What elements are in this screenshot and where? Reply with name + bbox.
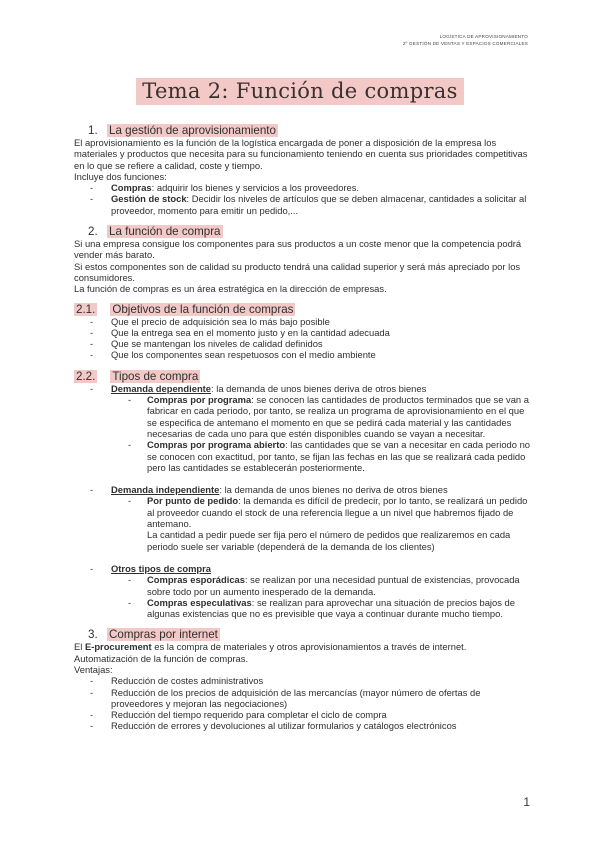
dash-marker: -	[90, 709, 94, 721]
item-text: Que el precio de adquisición sea lo más bajo posible	[111, 315, 330, 327]
header-course: 2º GESTIÓN DE VENTAS Y ESPACIOS COMERCIALES	[402, 41, 528, 46]
list-item	[74, 316, 534, 327]
item-text: Que los componentes sean respetuosos con el medio ambiente	[111, 349, 376, 361]
term: E-procurement	[84, 641, 152, 653]
list-item-demanda-independiente	[74, 484, 534, 495]
dash-marker: -	[128, 596, 132, 608]
list-item	[74, 349, 534, 360]
list-item	[74, 327, 534, 338]
term: Compras especulativas	[147, 596, 252, 608]
term: Por punto de pedido	[147, 495, 239, 507]
definition: : las cantidades que se van a necesitar en cada periodo no se conocen con exactitud, por tanto, se fijan las fechas en las que se realizará cada pedido pero las cantidades se establecerán posteriormente.	[147, 439, 531, 473]
dash-marker: -	[90, 382, 94, 394]
purchase-types-list	[74, 383, 534, 620]
page-number: 1	[523, 795, 530, 809]
section-title: Tipos de compra	[112, 369, 199, 383]
section-2-heading	[74, 225, 534, 238]
section-2-2-heading	[74, 370, 534, 383]
paragraph: Ventajas:	[74, 663, 113, 675]
term: Otros tipos de compra	[111, 562, 212, 574]
dash-marker: -	[90, 182, 94, 194]
dash-marker: -	[90, 562, 94, 574]
list-item	[74, 720, 534, 731]
section-2-1-heading	[74, 303, 534, 316]
title-wrap	[0, 78, 600, 105]
list-item	[74, 394, 534, 439]
list-item	[74, 193, 534, 216]
dash-marker: -	[90, 349, 94, 361]
item-text: Reducción de costes administrativos	[111, 675, 264, 687]
section-number: 1.	[88, 124, 98, 137]
section-3-heading	[74, 628, 534, 641]
term: Gestión de stock	[111, 193, 187, 205]
definition: : la demanda es difícil de predecir, por lo tanto, se realizará un pedido al proveedor cuando el stock de una referencia llegue a un nivel que habremos fijado de antemano.	[147, 495, 528, 530]
dash-marker: -	[128, 439, 132, 451]
page-title: Tema 2: Función de compras	[136, 78, 463, 105]
advantages-list	[74, 675, 534, 731]
term: Demanda dependiente	[111, 382, 212, 394]
item-text: Que se mantengan los niveles de calidad definidos	[111, 338, 323, 350]
section-title: La gestión de aprovisionamiento	[109, 124, 276, 137]
list-item-demanda-dependiente	[74, 383, 534, 394]
list-item	[74, 687, 534, 710]
dash-marker: -	[128, 394, 132, 406]
list-item	[74, 182, 534, 193]
objectives-list	[74, 316, 534, 361]
list-item-otros-tipos	[74, 563, 534, 574]
continuation-text: La cantidad a pedir puede ser fija pero el número de pedidos que realizaremos en cada periodo suele ser variable (dependerá de la demanda de los clientes)	[147, 529, 511, 552]
term: Compras por programa abierto	[147, 439, 286, 451]
dash-marker: -	[128, 574, 132, 586]
definition: : se realizan por una necesidad puntual de existencias, provocada sobre todo por un aumento inesperado de la demanda.	[147, 574, 520, 597]
list-item	[74, 338, 534, 349]
dash-marker: -	[90, 315, 94, 327]
term: Compras por programa	[147, 394, 252, 406]
dash-marker: -	[90, 338, 94, 350]
bullet-list	[74, 182, 534, 216]
list-item	[74, 709, 534, 720]
section-number: 3.	[88, 628, 98, 642]
definition: : la demanda de unos bienes no deriva de otros bienes	[219, 484, 448, 496]
dash-marker: -	[90, 720, 94, 732]
dash-marker: -	[90, 484, 94, 496]
term: Demanda independiente	[111, 484, 220, 496]
definition: : se conocen las cantidades de productos terminados que se van a fabricar en cada periodo, por tanto, se realiza un programa de aprovisionamiento en el que se especifica de antemano el momento en que se pedirá cada material y las cantidades necesarias de cada uno para que estén disponibles cuando se vayan a necesitar.	[147, 394, 529, 439]
list-item	[74, 574, 534, 597]
term: Compras esporádicas	[147, 574, 245, 586]
definition: : la demanda de unos bienes deriva de otros bienes	[211, 382, 427, 394]
section-number: 2.2.	[76, 369, 96, 383]
section-title: Compras por internet	[109, 628, 218, 642]
item-text: Reducción de errores y devoluciones al utilizar formularios y catálogos electrónicos	[111, 720, 457, 732]
paragraph: Si estos componentes son de calidad su producto tendrá una calidad superior y será más apreciado por los consumidores.	[74, 260, 521, 283]
item-text: Reducción de los precios de adquisición de las mercancías (mayor número de ofertas de proveedores y mejoran las negociaciones)	[111, 686, 481, 709]
document-body	[74, 124, 534, 732]
dash-marker: -	[90, 326, 94, 338]
list-item	[74, 439, 534, 473]
section-1-heading	[74, 124, 534, 137]
list-item	[74, 495, 534, 551]
section-number: 2.	[88, 225, 98, 239]
item-text: Reducción del tiempo requerido para completar el ciclo de compra	[111, 709, 387, 721]
dash-marker: -	[90, 193, 94, 205]
item-text: Que la entrega sea en el momento justo y en la cantidad adecuada	[111, 326, 390, 338]
dash-marker: -	[128, 495, 132, 507]
paragraph	[74, 641, 534, 652]
paragraph: La función de compras es un área estratégica en la dirección de empresas.	[74, 283, 387, 295]
dash-marker: -	[90, 686, 94, 698]
paragraph: Incluye dos funciones:	[74, 170, 167, 182]
list-item	[74, 597, 534, 620]
definition: : se realizan para aprovechar una situación de precios bajos de algunas existencias que no es previsible que vaya a continuar durante mucho tiempo.	[147, 596, 515, 620]
list-item	[74, 675, 534, 686]
text: El	[74, 641, 85, 653]
page-header	[403, 33, 528, 47]
header-subject: LOGÍSTICA DE APROVISIONAMIENTO	[439, 34, 528, 39]
section-title: Objetivos de la función de compras	[112, 302, 294, 316]
paragraph: Si una empresa consigue los componentes para sus productos a un coste menor que la competencia podrá vender más barato.	[74, 238, 522, 261]
term: Compras	[111, 182, 152, 194]
paragraph: Automatización de la función de compras.	[74, 652, 249, 664]
dash-marker: -	[90, 675, 94, 687]
definition: : adquirir los bienes y servicios a los proveedores.	[151, 182, 360, 194]
paragraph: El aprovisionamiento es la función de la logística encargada de poner a disposición de la empresa los materiales y productos que necesita para su funcionamiento teniendo en cuenta sus prioridades competitivas en lo que se refiere a calidad, coste y tiempo.	[74, 137, 528, 171]
text: es la compra de materiales y otros aprovisionamientos a través de internet.	[151, 641, 467, 653]
section-number: 2.1.	[76, 302, 96, 316]
definition: : Decidir los niveles de artículos que se deben almacenar, cantidades a solicitar al proveedor, momento para emitir un pedido,...	[111, 193, 527, 216]
section-title: La función de compra	[109, 225, 221, 239]
